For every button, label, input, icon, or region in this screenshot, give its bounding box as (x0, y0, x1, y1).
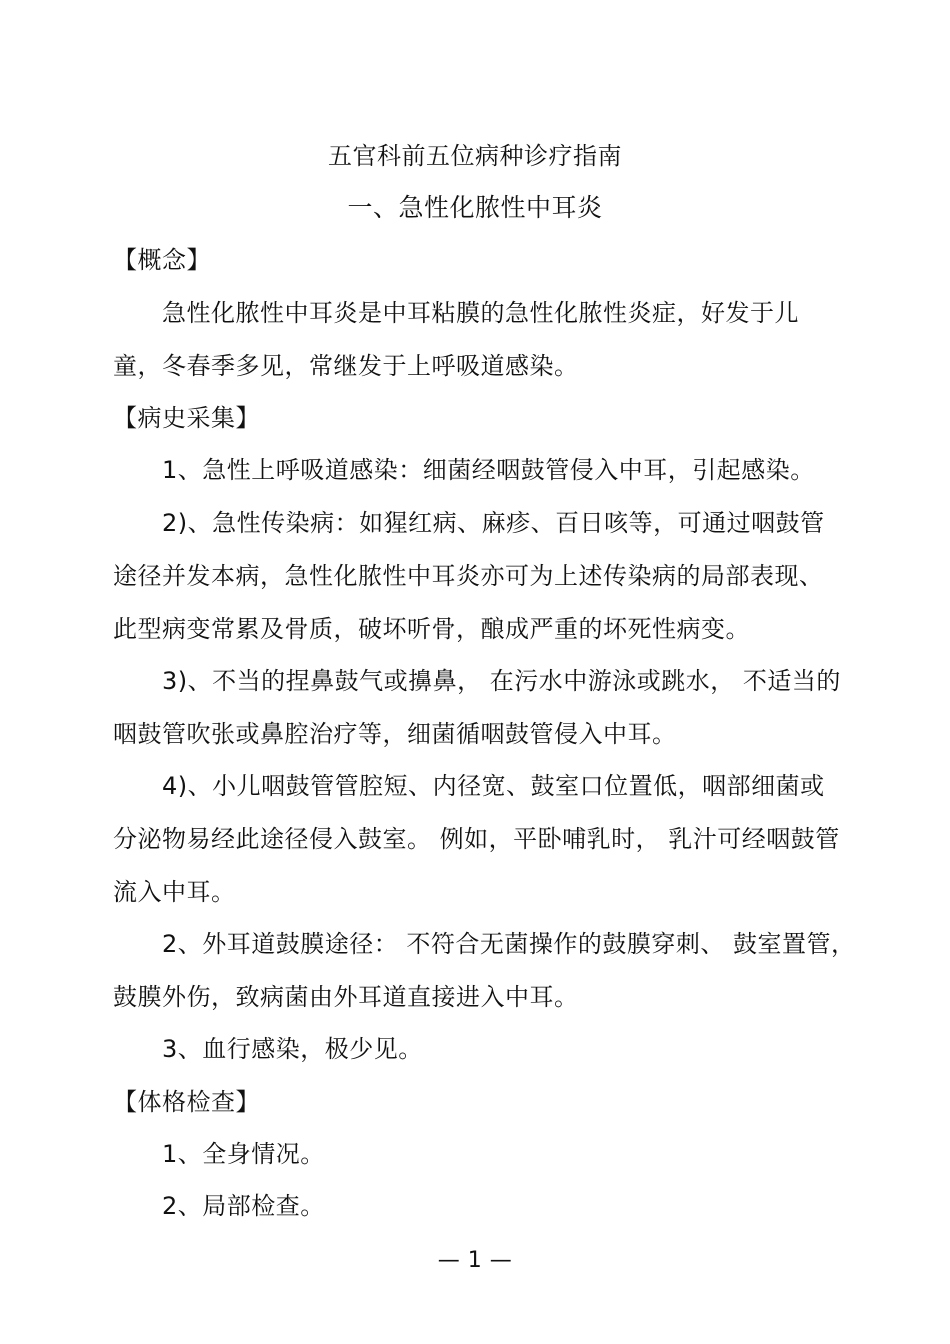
section-heading-concept: 【概念】 (113, 246, 211, 274)
section-title: 一、急性化脓性中耳炎 (347, 193, 603, 222)
paragraph-line: 3)、不当的捏鼻鼓气或擤鼻， 在污水中游泳或跳水， 不适当的 (162, 667, 841, 695)
paragraph-line: 流入中耳。 (113, 878, 236, 906)
paragraph-line: 2)、急性传染病：如猩红病、麻疹、百日咳等，可通过咽鼓管 (162, 509, 825, 537)
document-title: 五官科前五位病种诊疗指南 (328, 142, 622, 170)
paragraph-line: 4)、小儿咽鼓管管腔短、内径宽、鼓室口位置低，咽部细菌或 (162, 772, 825, 800)
paragraph-line: 鼓膜外伤，致病菌由外耳道直接进入中耳。 (113, 983, 579, 1011)
paragraph-line: 急性化脓性中耳炎是中耳粘膜的急性化脓性炎症，好发于儿 (162, 299, 799, 327)
paragraph-line: 1、全身情况。 (162, 1140, 325, 1168)
paragraph-line: 3、血行感染，极少见。 (162, 1035, 423, 1063)
paragraph-line: 2、外耳道鼓膜途径： 不符合无菌操作的鼓膜穿刺、 鼓室置管， (162, 930, 856, 958)
paragraph-line: 1、急性上呼吸道感染：细菌经咽鼓管侵入中耳，引起感染。 (162, 456, 815, 484)
paragraph-line: 童，冬春季多见，常继发于上呼吸道感染。 (113, 352, 579, 380)
paragraph-line: 咽鼓管吹张或鼻腔治疗等，细菌循咽鼓管侵入中耳。 (113, 720, 677, 748)
section-heading-history: 【病史采集】 (113, 404, 260, 432)
paragraph-line: 分泌物易经此途径侵入鼓室。 例如，平卧哺乳时， 乳汁可经咽鼓管 (113, 825, 840, 853)
section-heading-exam: 【体格检查】 (113, 1088, 260, 1116)
paragraph-line: 2、局部检查。 (162, 1192, 325, 1220)
page-number: — 1 — (437, 1248, 513, 1273)
paragraph-line: 此型病变常累及骨质，破坏听骨，酿成严重的坏死性病变。 (113, 615, 750, 643)
paragraph-line: 途径并发本病，急性化脓性中耳炎亦可为上述传染病的局部表现、 (113, 562, 824, 590)
